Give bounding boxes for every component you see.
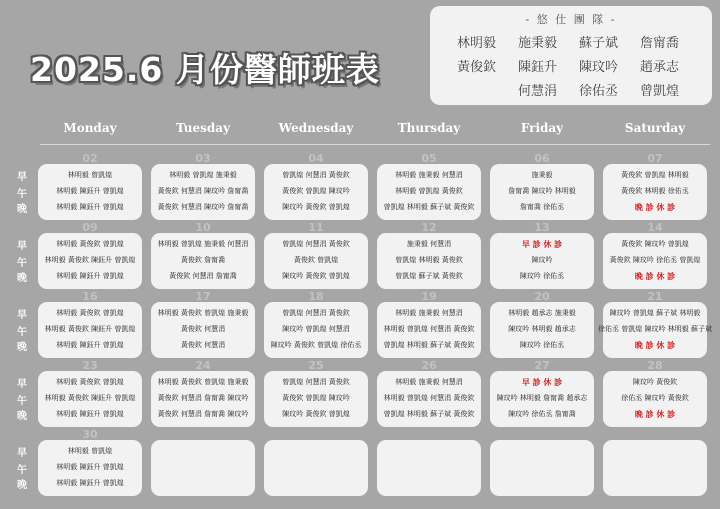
date-number: 23	[82, 359, 98, 372]
doctor-list: 曾凱煌 何慧涓 黃俊欽	[282, 240, 350, 248]
shift-label: 午	[17, 258, 27, 269]
team-member: 蘇子斌	[579, 36, 619, 51]
day-cell[interactable]	[490, 359, 594, 427]
doctor-list: 林明毅 黃俊欽 曾凱煌	[56, 378, 124, 386]
doctor-list: 黃俊欽 林明毅 徐佑丞	[621, 187, 689, 195]
day-cell[interactable]	[151, 152, 255, 220]
doctor-list: 林明毅 陳鈺升 曾凱煌	[56, 203, 124, 211]
date-number: 05	[421, 152, 437, 165]
doctor-list: 陳玟吟 曾凱煌 蘇子斌 林明毅	[609, 309, 701, 317]
day-cell[interactable]	[151, 359, 255, 427]
doctor-list: 林明毅 黃俊欽 陳鈺升 曾凱煌	[44, 256, 136, 264]
doctor-list: 林明毅 陳鈺升 曾凱煌	[56, 410, 124, 418]
doctor-list: 黃俊欽 曾凱煌 陳玟吟	[282, 187, 350, 195]
date-number: 25	[308, 359, 324, 372]
team-member: 何慧涓	[518, 84, 558, 99]
date-number: 10	[195, 221, 211, 234]
date-number: 17	[195, 290, 211, 303]
doctor-list: 黃俊欽 何慧涓 詹甯喬	[169, 272, 237, 280]
doctor-list: 黃俊欽 陳玟吟 徐佑丞 曾凱煌	[609, 256, 701, 264]
day-cell[interactable]	[598, 290, 712, 358]
date-number: 20	[534, 290, 550, 303]
day-cell[interactable]	[603, 359, 707, 427]
day-cell[interactable]	[603, 152, 707, 220]
doctor-list: 施秉毅	[531, 171, 553, 179]
day-cell[interactable]	[264, 221, 368, 289]
doctor-list: 黃俊欽 何慧涓 陳玟吟 詹甯喬	[157, 187, 249, 195]
doctor-list: 陳玟吟 黃俊欽 曾凱煌	[282, 272, 350, 280]
doctor-list: 曾凱煌 林明毅 黃俊欽	[395, 256, 463, 264]
team-member: 趙承志	[640, 60, 680, 75]
doctor-list: 林明毅 施秉毅 何慧涓	[395, 171, 463, 179]
doctor-list: 林明毅 曾凱煌	[67, 447, 113, 455]
team-member: 曾凱煌	[640, 84, 680, 99]
day-cell[interactable]	[264, 359, 368, 427]
closed-notice: 早 診 休 診	[521, 240, 563, 249]
shift-label: 晚	[17, 273, 27, 284]
shift-label: 早	[17, 448, 27, 459]
doctor-list: 林明毅 曾凱煌 施秉毅 何慧涓	[157, 240, 249, 248]
day-cell[interactable]	[377, 221, 481, 289]
shift-label: 早	[17, 310, 27, 321]
doctor-list: 林明毅 施秉毅 何慧涓	[395, 378, 463, 386]
shift-label: 早	[17, 379, 27, 390]
shift-label: 晚	[17, 342, 27, 353]
doctor-list: 陳玟吟 黃俊欽	[632, 378, 678, 386]
doctor-list: 林明毅 黃俊欽 陳鈺升 曾凱煌	[44, 394, 136, 402]
day-cell[interactable]	[603, 221, 707, 289]
doctor-list: 曾凱煌 林明毅 蘇子斌 黃俊欽	[383, 410, 475, 418]
doctor-list: 林明毅 黃俊欽 曾凱煌 施秉毅	[157, 309, 249, 317]
day-cell[interactable]	[490, 290, 594, 358]
date-number: 11	[308, 221, 324, 234]
doctor-list: 林明毅 陳鈺升 曾凱煌	[56, 463, 124, 471]
date-number: 09	[82, 221, 98, 234]
doctor-list: 曾凱煌 何慧涓 黃俊欽	[282, 309, 350, 317]
doctor-list: 曾凱煌 蘇子斌 黃俊欽	[395, 272, 463, 280]
date-number: 21	[647, 290, 663, 303]
closed-notice: 晚 診 休 診	[634, 203, 676, 212]
closed-notice: 晚 診 休 診	[634, 272, 676, 281]
day-cell[interactable]	[377, 152, 481, 220]
doctor-list: 林明毅 黃俊欽 曾凱煌	[56, 240, 124, 248]
doctor-list: 黃俊欽 何慧涓	[180, 325, 226, 333]
doctor-list: 施秉毅 何慧涓	[406, 240, 452, 248]
closed-notice: 早 診 休 診	[521, 378, 563, 387]
team-member: 陳玟吟	[579, 60, 619, 75]
doctor-list: 陳玟吟 黃俊欽 曾凱煌	[282, 410, 350, 418]
doctor-list: 黃俊欽 何慧涓	[180, 341, 226, 349]
doctor-list: 黃俊欽 陳玟吟 曾凱煌	[621, 240, 689, 248]
day-cell[interactable]	[264, 290, 368, 358]
doctor-list: 曾凱煌 何慧涓 黃俊欽	[282, 171, 350, 179]
date-number: 04	[308, 152, 324, 165]
doctor-list: 陳玟吟 林明毅 趙承志	[508, 325, 576, 333]
doctor-list: 林明毅 施秉毅 何慧涓	[395, 309, 463, 317]
date-number: 03	[195, 152, 211, 165]
date-number: 30	[82, 428, 98, 441]
day-cell[interactable]	[490, 221, 594, 289]
day-cell[interactable]	[38, 359, 142, 427]
day-header-tuesday: Tuesday	[175, 121, 231, 135]
doctor-list: 林明毅 曾凱煌 施秉毅	[169, 171, 237, 179]
date-number: 27	[534, 359, 550, 372]
doctor-list: 黃俊欽 何慧涓 陳玟吟 詹甯喬	[157, 203, 249, 211]
day-header-saturday: Saturday	[624, 121, 686, 135]
header-divider	[40, 144, 710, 145]
day-cell[interactable]	[377, 440, 481, 496]
shift-label: 晚	[17, 480, 27, 491]
doctor-list: 徐佑丞 曾凱煌 陳玟吟 林明毅 蘇子斌	[598, 325, 712, 333]
shift-label: 午	[17, 189, 27, 200]
team-member: 林明毅	[457, 36, 497, 51]
doctor-list: 林明毅 黃俊欽 曾凱煌	[56, 309, 124, 317]
day-cell[interactable]	[151, 440, 255, 496]
page-title: 2025.6 月份醫師班表	[30, 50, 380, 89]
doctor-list: 曾凱煌 林明毅 蘇子斌 黃俊欽	[383, 203, 475, 211]
day-header-friday: Friday	[520, 121, 564, 135]
doctor-list: 林明毅 曾凱煌 黃俊欽	[395, 187, 463, 195]
date-number: 14	[647, 221, 663, 234]
doctor-list: 徐佑丞 陳玟吟 黃俊欽	[621, 394, 689, 402]
doctor-list: 林明毅 曾凱煌 何慧涓 黃俊欽	[383, 394, 475, 402]
doctor-list: 陳玟吟 徐佑丞 詹甯喬	[508, 410, 576, 418]
date-number: 13	[534, 221, 550, 234]
day-header-monday: Monday	[63, 121, 117, 135]
shift-label: 早	[17, 172, 27, 183]
day-cell[interactable]	[264, 152, 368, 220]
doctor-list: 詹甯喬 陳玟吟 林明毅	[508, 187, 576, 195]
date-number: 18	[308, 290, 324, 303]
doctor-list: 黃俊欽 曾凱煌 陳玟吟	[282, 394, 350, 402]
day-cell[interactable]	[490, 152, 594, 220]
date-number: 07	[647, 152, 663, 165]
shift-label: 午	[17, 396, 27, 407]
team-member: 陳鈺升	[518, 60, 558, 75]
doctor-list: 陳玟吟 林明毅 詹甯喬 趙承志	[496, 394, 588, 402]
date-number: 28	[647, 359, 663, 372]
day-cell[interactable]	[38, 221, 142, 289]
doctor-list: 林明毅 陳鈺升 曾凱煌	[56, 272, 124, 280]
doctor-list: 陳玟吟 黃俊欽 曾凱煌 徐佑丞	[270, 341, 362, 349]
day-cell[interactable]	[38, 152, 142, 220]
team-title: - 悠 仕 團 隊 -	[525, 13, 617, 26]
shift-label: 午	[17, 327, 27, 338]
doctor-list: 陳玟吟 徐佑丞	[519, 272, 565, 280]
doctor-list: 黃俊欽 何慧涓 詹甯喬 陳玟吟	[157, 394, 249, 402]
date-number: 24	[195, 359, 211, 372]
date-number: 12	[421, 221, 437, 234]
day-cell[interactable]	[603, 440, 707, 496]
shift-label: 早	[17, 241, 27, 252]
team-member: 黃俊欽	[457, 60, 497, 75]
day-cell[interactable]	[490, 440, 594, 496]
doctor-list: 黃俊欽 何慧涓 詹甯喬 陳玟吟	[157, 410, 249, 418]
doctor-list: 詹甯喬 徐佑丞	[519, 203, 565, 211]
team-member: 詹甯喬	[640, 36, 680, 51]
doctor-list: 黃俊欽 曾凱煌 林明毅	[621, 171, 689, 179]
doctor-list: 林明毅 曾凱煌	[67, 171, 113, 179]
doctor-list: 林明毅 黃俊欽 曾凱煌 施秉毅	[157, 378, 249, 386]
day-cell[interactable]	[377, 359, 481, 427]
day-cell[interactable]	[151, 290, 255, 358]
day-cell[interactable]	[151, 221, 255, 289]
doctor-list: 曾凱煌 何慧涓 黃俊欽	[282, 378, 350, 386]
date-number: 19	[421, 290, 437, 303]
date-number: 26	[421, 359, 437, 372]
doctor-list: 林明毅 黃俊欽 陳鈺升 曾凱煌	[44, 325, 136, 333]
shift-label: 午	[17, 465, 27, 476]
team-member: 徐佑丞	[579, 84, 619, 99]
doctor-list: 陳玟吟 徐佑丞	[519, 341, 565, 349]
day-cell[interactable]	[264, 440, 368, 496]
closed-notice: 晚 診 休 診	[634, 410, 676, 419]
team-panel	[430, 6, 712, 105]
date-number: 02	[82, 152, 98, 165]
date-number: 06	[534, 152, 550, 165]
shift-label: 晚	[17, 204, 27, 215]
day-header-wednesday: Wednesday	[278, 121, 354, 135]
doctor-list: 黃俊欽 曾凱煌	[293, 256, 339, 264]
doctor-list: 陳玟吟 曾凱煌 何慧涓	[282, 325, 350, 333]
doctor-list: 陳玟吟	[531, 256, 553, 264]
doctor-list: 林明毅 曾凱煌 何慧涓 黃俊欽	[383, 325, 475, 333]
team-member: 施秉毅	[518, 36, 558, 51]
doctor-list: 陳玟吟 黃俊欽 曾凱煌	[282, 203, 350, 211]
day-cell[interactable]	[38, 290, 142, 358]
doctor-list: 林明毅 趙承志 施秉毅	[508, 309, 576, 317]
day-header-thursday: Thursday	[397, 121, 461, 135]
shift-label: 晚	[17, 411, 27, 422]
doctor-list: 黃俊欽 詹甯喬	[180, 256, 226, 264]
doctor-list: 曾凱煌 林明毅 蘇子斌 黃俊欽	[383, 341, 475, 349]
closed-notice: 晚 診 休 診	[634, 341, 676, 350]
doctor-list: 林明毅 陳鈺升 曾凱煌	[56, 187, 124, 195]
date-number: 16	[82, 290, 98, 303]
day-cell[interactable]	[377, 290, 481, 358]
day-cell[interactable]	[38, 428, 142, 496]
doctor-list: 林明毅 陳鈺升 曾凱煌	[56, 479, 124, 487]
doctor-list: 林明毅 陳鈺升 曾凱煌	[56, 341, 124, 349]
